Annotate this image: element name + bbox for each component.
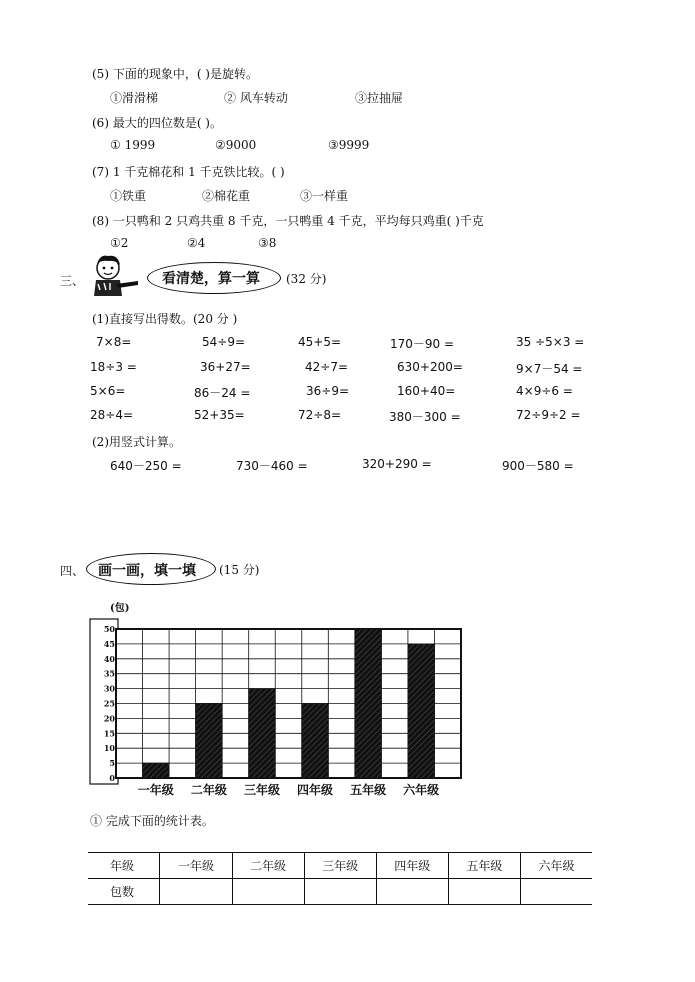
calc-r4-c1: 28÷4= — [90, 408, 134, 422]
q5-option-2: ② 风车转动 — [224, 91, 288, 105]
chart-category-label: 四年级 — [297, 783, 334, 797]
q8-option-2: ②4 — [187, 236, 206, 250]
chart-bar — [143, 763, 170, 778]
section4-task1: ① 完成下面的统计表。 — [90, 814, 214, 828]
table-header-grade: 年级 — [88, 853, 160, 879]
table-row — [88, 879, 592, 905]
calc-r4-c2: 52+35= — [194, 408, 245, 422]
chart-category-label: 三年级 — [243, 783, 280, 797]
chart-category-label: 五年级 — [350, 783, 387, 797]
table-cell-g3[interactable] — [304, 879, 376, 905]
calc-r2-c4: 630+200= — [397, 360, 463, 374]
table-header-g4: 四年级 — [376, 853, 448, 879]
calc-r2-c1: 18÷3 = — [90, 360, 137, 374]
q7-option-1: ①铁重 — [110, 189, 147, 203]
section3-number: 三、 — [60, 274, 85, 288]
q7-option-2: ②棉花重 — [202, 189, 251, 203]
vertical-calc-2: 730－460 = — [236, 459, 308, 473]
table-cell-g1[interactable] — [160, 879, 232, 905]
chart-y-tick-label: 25 — [103, 698, 115, 709]
q5-stem: (5) 下面的现象中，( )是旋转。 — [92, 67, 258, 81]
q5-option-3: ③拉抽屉 — [355, 91, 404, 105]
q6-stem: (6) 最大的四位数是( )。 — [92, 116, 222, 130]
vertical-calc-3: 320+290 = — [362, 457, 432, 471]
chart-bar — [196, 704, 223, 779]
chart-y-tick-label: 5 — [109, 758, 115, 769]
calc-r1-c4: 170－90 = — [390, 337, 455, 351]
table-cell-g4[interactable] — [376, 879, 448, 905]
section3-bubble-text: 看清楚，算一算 — [162, 271, 260, 287]
calc-r4-c3: 72÷8= — [298, 408, 342, 422]
chart-bar — [355, 629, 382, 778]
calc-r2-c3: 42÷7= — [305, 360, 349, 374]
section4-number: 四、 — [60, 564, 85, 578]
calc-r3-c4: 160+40= — [397, 384, 456, 398]
chart-category-label: 六年级 — [403, 783, 440, 797]
table-row — [88, 853, 592, 879]
q8-option-1: ①2 — [110, 236, 129, 250]
chart-y-tick-label: 30 — [103, 683, 115, 694]
table-cell-g5[interactable] — [448, 879, 520, 905]
q8-stem: (8) 一只鸭和 2 只鸡共重 8 千克，一只鸭重 4 千克，平均每只鸡重( )千克 — [92, 214, 484, 228]
q8-option-3: ③8 — [258, 236, 277, 250]
chart-bar — [302, 704, 329, 779]
q7-stem: (7) 1 千克棉花和 1 千克铁比较。( ) — [92, 165, 285, 179]
chart-y-tick-label: 50 — [103, 624, 115, 634]
section4-bubble-text: 画一画，填一填 — [98, 563, 196, 579]
q6-option-2: ②9000 — [215, 138, 257, 152]
chart-y-tick-label: 45 — [103, 638, 115, 649]
calc-r2-c5: 9×7－54 = — [516, 362, 583, 376]
chart-bar — [408, 644, 435, 778]
chart-y-tick-label: 10 — [103, 743, 115, 754]
section4-points: (15 分) — [219, 563, 260, 577]
section3-part1-title: (1)直接写出得数。(20 分 ) — [92, 312, 238, 326]
stat-table — [88, 852, 592, 905]
calc-r4-c5: 72÷9÷2 = — [516, 408, 581, 422]
chart-bar — [249, 689, 276, 778]
calc-r1-c1: 7×8= — [96, 335, 132, 349]
chart-category-label: 一年级 — [137, 783, 174, 797]
chart-y-tick-label: 15 — [103, 728, 115, 739]
table-header-g3: 三年级 — [304, 853, 376, 879]
chart-y-tick-label: 35 — [103, 668, 115, 679]
chart-category-label: 二年级 — [190, 783, 227, 797]
chart-y-tick-label: 0 — [109, 773, 115, 783]
vertical-calc-1: 640－250 = — [110, 459, 182, 473]
table-cell-g2[interactable] — [232, 879, 304, 905]
table-header-g2: 二年级 — [232, 853, 304, 879]
calc-r3-c3: 36÷9= — [306, 384, 350, 398]
calc-r1-c3: 45+5= — [298, 335, 342, 349]
vertical-calc-4: 900－580 = — [502, 459, 574, 473]
section3-part2-title: (2)用竖式计算。 — [92, 435, 181, 449]
section3-points: (32 分) — [286, 272, 327, 286]
table-row-label-count: 包数 — [88, 879, 160, 905]
calc-r1-c2: 54÷9= — [202, 335, 246, 349]
calc-r3-c5: 4×9÷6 = — [516, 384, 573, 398]
table-cell-g6[interactable] — [520, 879, 592, 905]
table-header-g6: 六年级 — [520, 853, 592, 879]
calc-r3-c1: 5×6= — [90, 384, 126, 398]
table-header-g1: 一年级 — [160, 853, 232, 879]
q6-option-3: ③9999 — [328, 138, 370, 152]
q6-option-1: ① 1999 — [110, 138, 156, 152]
calc-r3-c2: 86－24 = — [194, 386, 251, 400]
calc-r2-c2: 36+27= — [200, 360, 251, 374]
chart-ylabel: (包) — [110, 603, 130, 614]
calc-r4-c4: 380－300 = — [389, 410, 461, 424]
q7-option-3: ③一样重 — [300, 189, 349, 203]
chart-y-tick-label: 20 — [103, 713, 115, 724]
chart-y-tick-label: 40 — [103, 653, 115, 664]
calc-r1-c5: 35 ÷5×3 = — [516, 335, 585, 349]
table-header-g5: 五年级 — [448, 853, 520, 879]
q5-option-1: ①滑滑梯 — [110, 91, 159, 105]
